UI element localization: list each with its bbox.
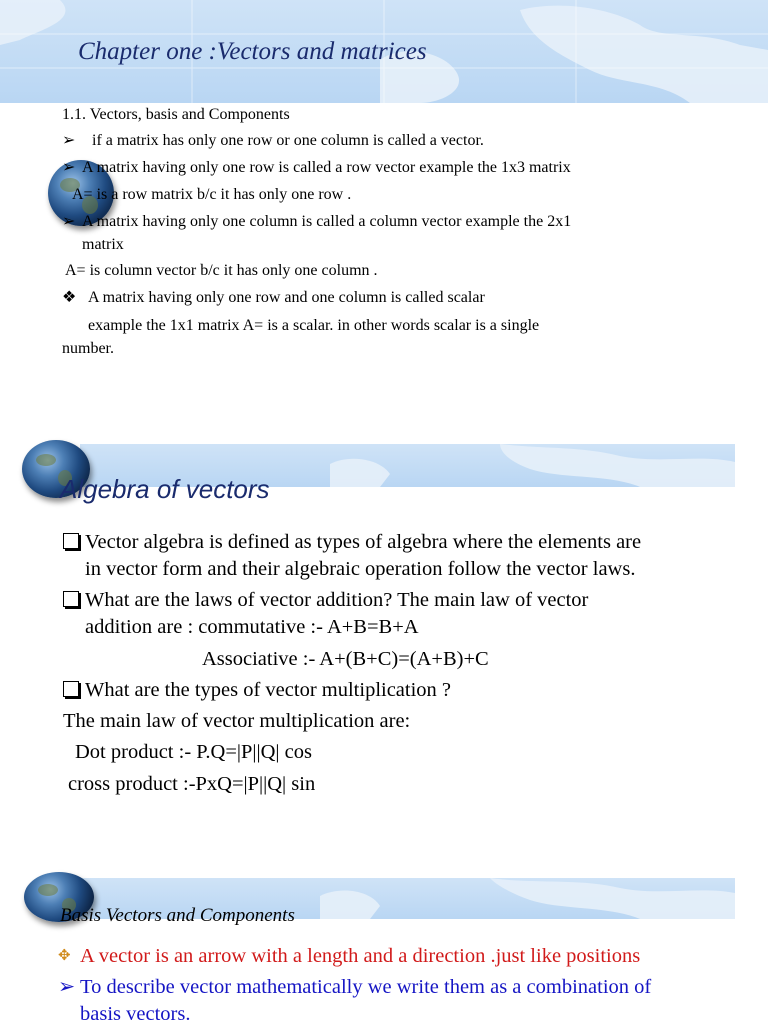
- arrowhead-bullet-icon: ➢: [62, 213, 76, 230]
- text-line: addition are : commutative :- A+B=B+A: [85, 616, 419, 638]
- list-item: What are the laws of vector addition? The main law of vector: [63, 588, 588, 612]
- list-item: ❖ A matrix having only one row and one column is called scalar: [62, 289, 485, 306]
- text-line: Dot product :- P.Q=|P||Q| cos: [75, 741, 312, 763]
- text-line: Associative :- A+(B+C)=(A+B)+C: [202, 648, 489, 670]
- slide1-title: Chapter one :Vectors and matrices: [78, 38, 427, 65]
- list-item: ➢ A matrix having only one row is called a row vector example the 1x3 matrix: [62, 159, 571, 176]
- text-line: basis vectors.: [80, 1003, 191, 1025]
- diamond-flower-bullet-icon: ❖: [62, 289, 77, 306]
- text-line: The main law of vector multiplication are:: [63, 710, 411, 732]
- checkbox-bullet-icon: [63, 533, 79, 549]
- text-line: A= is a row matrix b/c it has only one row .: [72, 186, 352, 203]
- arrowhead-bullet-icon: ➢: [62, 132, 76, 149]
- section-heading: 1.1. Vectors, basis and Components: [62, 106, 290, 123]
- arrowhead-bullet-icon: ➢: [62, 159, 76, 176]
- list-item: ➢ if a matrix has only one row or one column is called a vector.: [62, 132, 484, 149]
- text-line: matrix: [82, 236, 124, 253]
- diamond-flower-bullet-icon: ✥: [58, 948, 71, 964]
- list-item: ✥ A vector is an arrow with a length and a direction .just like positions: [58, 945, 641, 967]
- list-item: ➢ To describe vector mathematically we write them as a combination of: [58, 976, 652, 998]
- slide3-title: Basis Vectors and Components: [60, 905, 295, 926]
- slide2-title: Algebra of vectors: [60, 474, 270, 504]
- list-item: Vector algebra is defined as types of algebra where the elements are: [63, 530, 641, 554]
- text-line: in vector form and their algebraic operation follow the vector laws.: [85, 558, 636, 580]
- list-item: ➢ A matrix having only one column is called a column vector example the 2x1: [62, 213, 572, 230]
- list-item: What are the types of vector multiplication ?: [63, 678, 451, 702]
- arrowhead-bullet-icon: ➢: [58, 976, 76, 998]
- text-line: number.: [62, 340, 114, 357]
- text-line: example the 1x1 matrix A= is a scalar. in other words scalar is a single: [88, 317, 540, 334]
- text-line: cross product :-PxQ=|P||Q| sin: [68, 773, 316, 795]
- checkbox-bullet-icon: [63, 681, 79, 697]
- text-line: A= is column vector b/c it has only one column .: [65, 262, 378, 279]
- checkbox-bullet-icon: [63, 591, 79, 607]
